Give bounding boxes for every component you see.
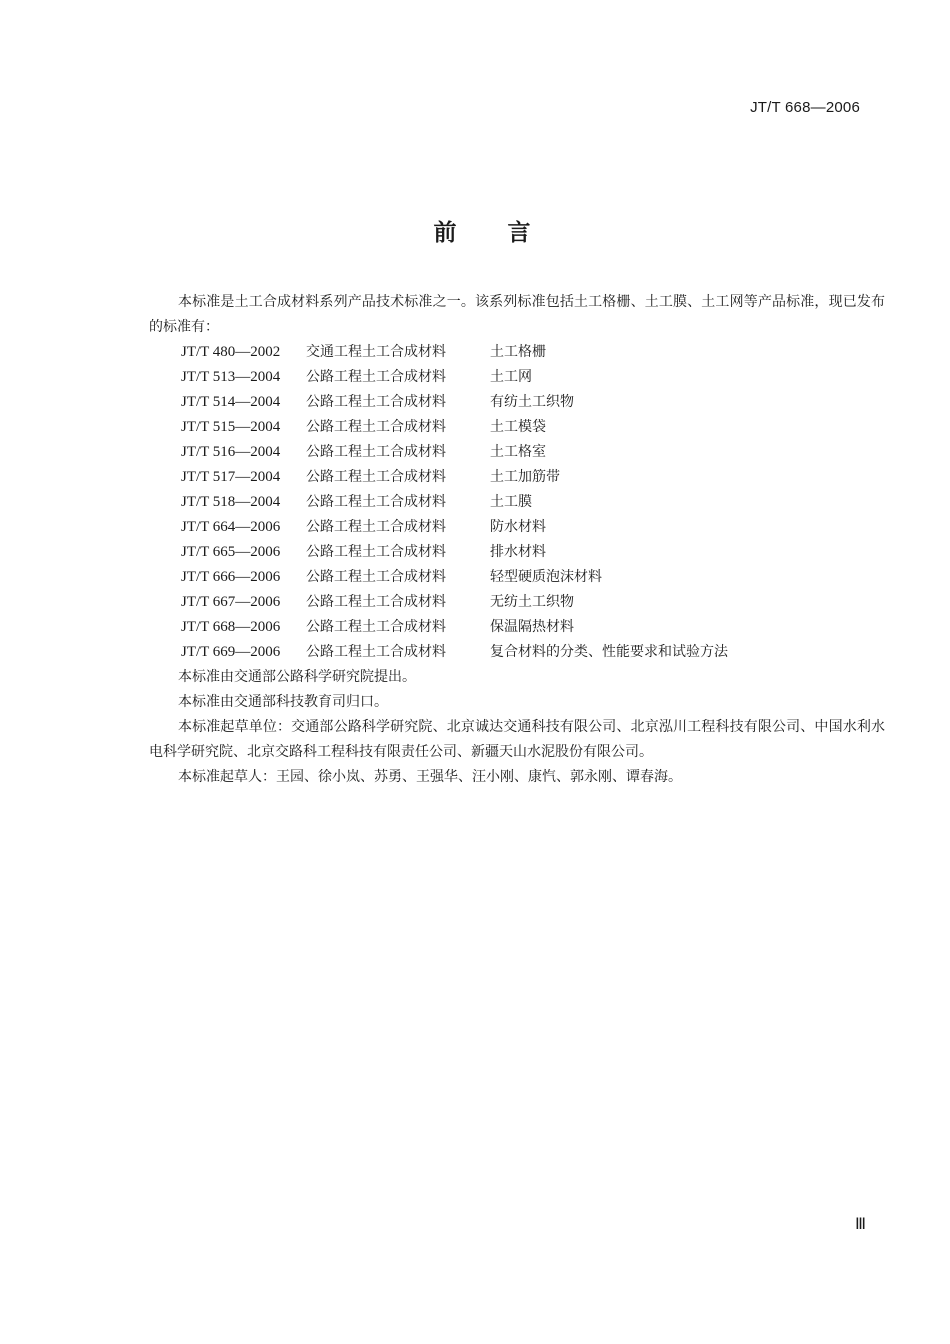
standard-number: JT/T 480—2002 bbox=[181, 344, 281, 360]
standard-list-item bbox=[149, 590, 885, 615]
standard-number: JT/T 668—2006 bbox=[181, 619, 281, 635]
standard-name: 复合材料的分类、性能要求和试验方法 bbox=[490, 644, 728, 660]
standard-series: 公路工程土工合成材料 bbox=[306, 544, 446, 560]
standard-name: 保温隔热材料 bbox=[490, 619, 574, 635]
standard-series: 公路工程土工合成材料 bbox=[306, 619, 446, 635]
standard-series: 公路工程土工合成材料 bbox=[306, 494, 446, 510]
standard-name: 土工网 bbox=[490, 369, 532, 385]
administrator-paragraph: 本标准由交通部科技教育司归口。 bbox=[178, 694, 388, 710]
standard-series: 公路工程土工合成材料 bbox=[306, 394, 446, 410]
standard-series: 公路工程土工合成材料 bbox=[306, 369, 446, 385]
standard-number: JT/T 518—2004 bbox=[181, 494, 281, 510]
standard-list-item bbox=[149, 490, 885, 515]
standard-series: 公路工程土工合成材料 bbox=[306, 419, 446, 435]
foreword-body bbox=[149, 290, 885, 790]
standard-number: JT/T 667—2006 bbox=[181, 594, 281, 610]
standard-name: 防水材料 bbox=[490, 519, 546, 535]
standard-series: 公路工程土工合成材料 bbox=[306, 594, 446, 610]
standard-number: JT/T 515—2004 bbox=[181, 419, 281, 435]
standard-name: 无纺土工织物 bbox=[490, 594, 574, 610]
standard-list-item bbox=[149, 615, 885, 640]
standard-series: 公路工程土工合成材料 bbox=[306, 569, 446, 585]
standard-number: JT/T 517—2004 bbox=[181, 469, 281, 485]
standard-name: 轻型硬质泡沫材料 bbox=[490, 569, 602, 585]
standard-code: JT/T 668—2006 bbox=[750, 99, 860, 116]
standard-number: JT/T 516—2004 bbox=[181, 444, 281, 460]
standard-number: JT/T 664—2006 bbox=[181, 519, 281, 535]
drafters-paragraph: 本标准起草人：王园、徐小岚、苏勇、王强华、汪小刚、康忾、郭永刚、谭春海。 bbox=[178, 769, 682, 785]
standard-name: 土工格栅 bbox=[490, 344, 546, 360]
standard-series: 公路工程土工合成材料 bbox=[306, 444, 446, 460]
standard-series: 公路工程土工合成材料 bbox=[306, 644, 446, 660]
standards-list bbox=[149, 340, 885, 665]
standard-name: 有纺土工织物 bbox=[490, 394, 574, 410]
standard-list-item bbox=[149, 465, 885, 490]
drafting-units-paragraph: 本标准起草单位：交通部公路科学研究院、北京诚达交通科技有限公司、北京泓川工程科技有限公司、中国水利水电科学研究院、北京交路科工程科技有限责任公司、新疆天山水泥股份有限公司。 bbox=[149, 719, 885, 760]
intro-paragraph: 本标准是土工合成材料系列产品技术标准之一。该系列标准包括土工格栅、土工膜、土工网等产品标准，现已发布的标准有： bbox=[149, 294, 885, 335]
standard-list-item bbox=[149, 565, 885, 590]
standard-name: 土工格室 bbox=[490, 444, 546, 460]
standard-number: JT/T 666—2006 bbox=[181, 569, 281, 585]
standard-name: 排水材料 bbox=[490, 544, 546, 560]
standard-name: 土工加筋带 bbox=[490, 469, 560, 485]
standard-list-item bbox=[149, 440, 885, 465]
standard-number: JT/T 513—2004 bbox=[181, 369, 281, 385]
standard-list-item bbox=[149, 390, 885, 415]
standard-list-item bbox=[149, 540, 885, 565]
standard-series: 公路工程土工合成材料 bbox=[306, 469, 446, 485]
standard-series: 交通工程土工合成材料 bbox=[306, 344, 446, 360]
standard-number: JT/T 669—2006 bbox=[181, 644, 281, 660]
standard-number: JT/T 514—2004 bbox=[181, 394, 281, 410]
standard-list-item bbox=[149, 415, 885, 440]
standard-name: 土工膜 bbox=[490, 494, 532, 510]
page-title: 前言 bbox=[433, 220, 582, 246]
standard-list-item bbox=[149, 365, 885, 390]
standard-number: JT/T 665—2006 bbox=[181, 544, 281, 560]
standard-list-item bbox=[149, 340, 885, 365]
standard-list-item bbox=[149, 640, 885, 665]
proposer-paragraph: 本标准由交通部公路科学研究院提出。 bbox=[178, 669, 416, 685]
page-number: Ⅲ bbox=[854, 1216, 866, 1233]
standard-list-item bbox=[149, 515, 885, 540]
standard-series: 公路工程土工合成材料 bbox=[306, 519, 446, 535]
standard-name: 土工模袋 bbox=[490, 419, 546, 435]
